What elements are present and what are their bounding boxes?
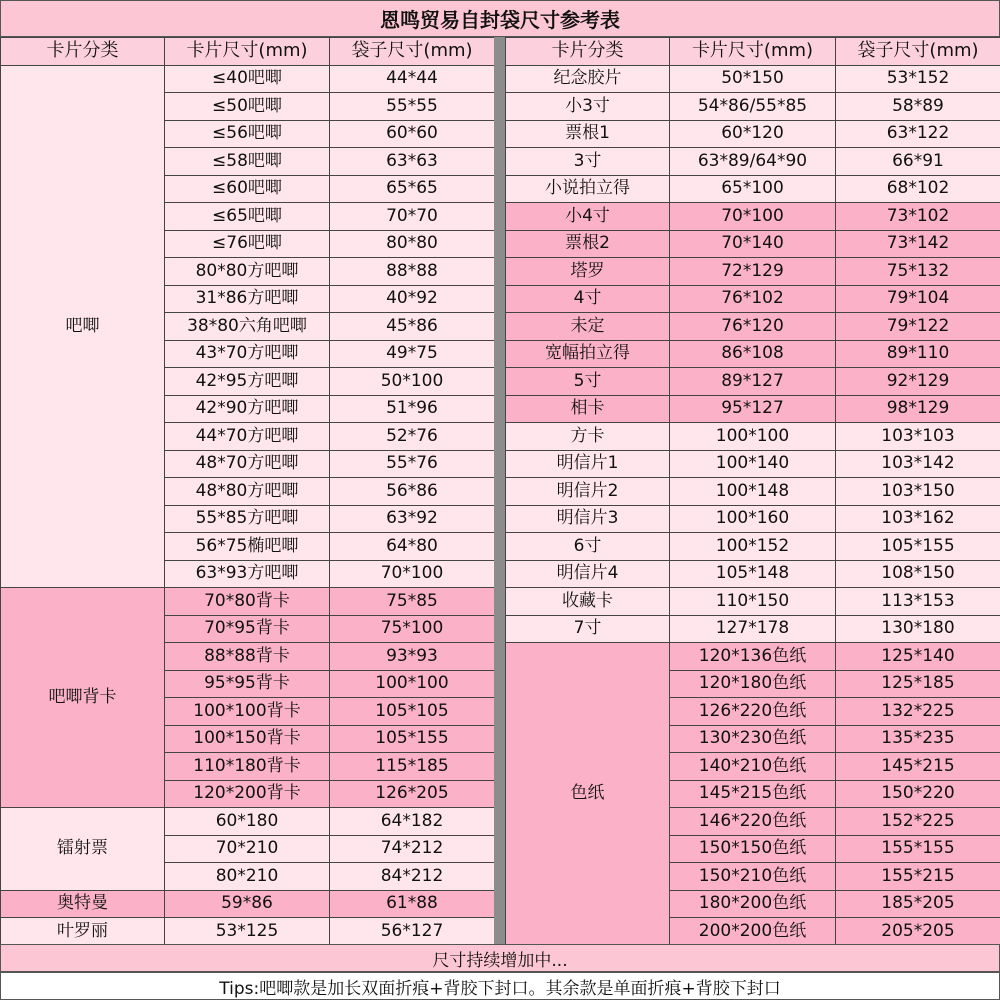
card-size-cell: 43*70方吧唧 [165,340,330,368]
bag-size-cell: 64*182 [330,808,495,836]
card-size-cell: 100*148 [670,478,836,506]
table-row [1,808,495,836]
bag-size-cell: 40*92 [330,285,495,313]
card-size-cell: 50*150 [670,65,836,93]
bag-size-cell: 103*142 [836,450,1000,478]
card-size-cell: ≤76吧唧 [165,230,330,258]
card-size-cell: 38*80六角吧唧 [165,313,330,341]
bag-size-cell: 60*60 [330,120,495,148]
bag-size-cell: 75*100 [330,615,495,643]
card-size-cell: 120*200背卡 [165,780,330,808]
card-size-cell: 63*93方吧唧 [165,560,330,588]
category-header: 卡片分类 [1,38,165,66]
bag-size-cell: 103*103 [836,423,1000,451]
category-cell: 塔罗 [506,258,670,286]
bag-size-cell: 92*129 [836,368,1000,396]
card-size-cell: 63*89/64*90 [670,148,836,176]
category-cell: 收藏卡 [506,588,670,616]
table-row [1,65,495,93]
bag-size-cell: 145*215 [836,753,1000,781]
category-cell: 6寸 [506,533,670,561]
card-size-cell: ≤56吧唧 [165,120,330,148]
category-cell: 票根1 [506,120,670,148]
bag-size-cell: 150*220 [836,780,1000,808]
table-row [506,313,1000,341]
column-divider [494,37,505,944]
card-size-cell: 110*150 [670,588,836,616]
bag-size-cell: 61*88 [330,890,495,918]
category-cell: 4寸 [506,285,670,313]
card-size-cell: 48*70方吧唧 [165,450,330,478]
category-cell: 明信片2 [506,478,670,506]
bag-size-cell: 75*85 [330,588,495,616]
card-size-cell: 60*120 [670,120,836,148]
card-size-cell: 44*70方吧唧 [165,423,330,451]
bag-size-cell: 70*70 [330,203,495,231]
category-cell: 小3寸 [506,93,670,121]
bag-size-cell: 74*212 [330,835,495,863]
table-row [506,93,1000,121]
bag-size-cell: 100*100 [330,670,495,698]
bag-size-cell: 79*104 [836,285,1000,313]
table-row [506,258,1000,286]
card-size-cell: 146*220色纸 [670,808,836,836]
card-size-cell: ≤58吧唧 [165,148,330,176]
card-size-cell: 120*136色纸 [670,643,836,671]
category-cell: 宽幅拍立得 [506,340,670,368]
card-size-cell: 59*86 [165,890,330,918]
card-size-cell: 76*102 [670,285,836,313]
card-size-cell: 42*95方吧唧 [165,368,330,396]
card-size-cell: 127*178 [670,615,836,643]
table-row [506,615,1000,643]
bag-size-cell: 73*102 [836,203,1000,231]
table-row [506,175,1000,203]
card-size-cell: 100*100 [670,423,836,451]
bag-size-cell: 73*142 [836,230,1000,258]
table-row [506,450,1000,478]
table-row [506,230,1000,258]
table-row [1,588,495,616]
bag-size-cell: 105*155 [330,725,495,753]
card-size-cell: 76*120 [670,313,836,341]
bag-size-cell: 45*86 [330,313,495,341]
card-size-header: 卡片尺寸(mm) [670,38,836,66]
card-size-cell: 180*200色纸 [670,890,836,918]
bag-size-cell: 68*102 [836,175,1000,203]
card-size-cell: 126*220色纸 [670,698,836,726]
card-size-cell: 100*140 [670,450,836,478]
card-size-cell: 70*210 [165,835,330,863]
bag-size-cell: 108*150 [836,560,1000,588]
bag-size-cell: 152*225 [836,808,1000,836]
bag-size-cell: 51*96 [330,395,495,423]
tips-note: Tips:吧唧款是加长双面折痕+背胶下封口。其余款是单面折痕+背胶下封口 [0,972,1000,1000]
category-cell: 票根2 [506,230,670,258]
table-row [506,478,1000,506]
card-size-cell: 60*180 [165,808,330,836]
category-cell: 5寸 [506,368,670,396]
card-size-cell: 55*85方吧唧 [165,505,330,533]
table-row [506,203,1000,231]
card-size-cell: 95*127 [670,395,836,423]
left-size-table [0,37,495,946]
card-size-cell: 56*75椭吧唧 [165,533,330,561]
bag-size-cell: 75*132 [836,258,1000,286]
bag-size-cell: 63*122 [836,120,1000,148]
bag-size-header: 袋子尺寸(mm) [836,38,1000,66]
table-row [1,918,495,946]
bag-size-cell: 52*76 [330,423,495,451]
category-cell: 色纸 [506,643,670,946]
card-size-cell: 145*215色纸 [670,780,836,808]
card-size-cell: 86*108 [670,340,836,368]
bag-size-cell: 66*91 [836,148,1000,176]
bag-size-cell: 113*153 [836,588,1000,616]
category-cell: 方卡 [506,423,670,451]
bag-size-cell: 93*93 [330,643,495,671]
bag-size-cell: 50*100 [330,368,495,396]
card-size-cell: 53*125 [165,918,330,946]
bag-size-cell: 55*55 [330,93,495,121]
bag-size-cell: 79*122 [836,313,1000,341]
table-row [506,395,1000,423]
card-size-cell: ≤50吧唧 [165,93,330,121]
bag-size-cell: 125*140 [836,643,1000,671]
category-cell: 明信片1 [506,450,670,478]
card-size-cell: 65*100 [670,175,836,203]
category-cell: 吧唧 [1,65,165,588]
card-size-cell: 31*86方吧唧 [165,285,330,313]
table-row [506,643,1000,671]
table-row [506,285,1000,313]
header-row [1,38,495,66]
bag-size-cell: 155*155 [836,835,1000,863]
bag-size-cell: 44*44 [330,65,495,93]
card-size-cell: 42*90方吧唧 [165,395,330,423]
table-row [506,148,1000,176]
card-size-header: 卡片尺寸(mm) [165,38,330,66]
bag-size-cell: 103*162 [836,505,1000,533]
card-size-cell: ≤65吧唧 [165,203,330,231]
card-size-cell: 120*180色纸 [670,670,836,698]
page-title: 恩鸣贸易自封袋尺寸参考表 [0,0,1000,37]
card-size-cell: ≤60吧唧 [165,175,330,203]
table-row [506,423,1000,451]
table-row [506,533,1000,561]
bag-size-cell: 53*152 [836,65,1000,93]
card-size-cell: 130*230色纸 [670,725,836,753]
bag-size-cell: 63*92 [330,505,495,533]
table-row [1,890,495,918]
bag-size-cell: 103*150 [836,478,1000,506]
bag-size-cell: 205*205 [836,918,1000,946]
bag-size-cell: 80*80 [330,230,495,258]
table-row [506,505,1000,533]
bag-size-cell: 130*180 [836,615,1000,643]
card-size-cell: 105*148 [670,560,836,588]
table-row [506,65,1000,93]
footer-note: 尺寸持续增加中... [0,944,1000,972]
bag-size-cell: 98*129 [836,395,1000,423]
bag-size-cell: 56*86 [330,478,495,506]
bag-size-cell: 105*105 [330,698,495,726]
bag-size-cell: 84*212 [330,863,495,891]
category-cell: 相卡 [506,395,670,423]
card-size-cell: 70*100 [670,203,836,231]
bag-size-cell: 105*155 [836,533,1000,561]
card-size-cell: 110*180背卡 [165,753,330,781]
card-size-cell: 150*210色纸 [670,863,836,891]
card-size-cell: 89*127 [670,368,836,396]
bag-size-cell: 89*110 [836,340,1000,368]
card-size-cell: 80*80方吧唧 [165,258,330,286]
bag-size-cell: 56*127 [330,918,495,946]
bag-size-cell: 65*65 [330,175,495,203]
card-size-cell: 95*95背卡 [165,670,330,698]
bag-size-cell: 155*215 [836,863,1000,891]
card-size-cell: 100*150背卡 [165,725,330,753]
category-cell: 小说拍立得 [506,175,670,203]
header-row [506,38,1000,66]
category-cell: 吧唧背卡 [1,588,165,808]
bag-size-cell: 135*235 [836,725,1000,753]
card-size-cell: 70*80背卡 [165,588,330,616]
category-cell: 未定 [506,313,670,341]
bag-size-cell: 55*76 [330,450,495,478]
bag-size-cell: 58*89 [836,93,1000,121]
right-size-table [505,37,1000,946]
category-cell: 叶罗丽 [1,918,165,946]
bag-size-cell: 70*100 [330,560,495,588]
card-size-cell: ≤40吧唧 [165,65,330,93]
bag-size-cell: 49*75 [330,340,495,368]
bag-size-cell: 125*185 [836,670,1000,698]
table-row [506,588,1000,616]
card-size-cell: 100*100背卡 [165,698,330,726]
bag-size-header: 袋子尺寸(mm) [330,38,495,66]
table-row [506,560,1000,588]
card-size-cell: 88*88背卡 [165,643,330,671]
table-row [506,120,1000,148]
card-size-cell: 140*210色纸 [670,753,836,781]
card-size-cell: 100*160 [670,505,836,533]
bag-size-cell: 126*205 [330,780,495,808]
card-size-cell: 70*140 [670,230,836,258]
category-cell: 明信片4 [506,560,670,588]
category-cell: 7寸 [506,615,670,643]
category-cell: 明信片3 [506,505,670,533]
category-cell: 镭射票 [1,808,165,891]
category-cell: 3寸 [506,148,670,176]
bag-size-cell: 88*88 [330,258,495,286]
card-size-cell: 54*86/55*85 [670,93,836,121]
card-size-cell: 150*150色纸 [670,835,836,863]
category-cell: 奥特曼 [1,890,165,918]
bag-size-cell: 64*80 [330,533,495,561]
bag-size-cell: 185*205 [836,890,1000,918]
bag-size-cell: 63*63 [330,148,495,176]
table-row [506,368,1000,396]
bag-size-cell: 115*185 [330,753,495,781]
card-size-cell: 70*95背卡 [165,615,330,643]
card-size-cell: 200*200色纸 [670,918,836,946]
category-cell: 小4寸 [506,203,670,231]
card-size-cell: 80*210 [165,863,330,891]
card-size-cell: 72*129 [670,258,836,286]
table-row [506,340,1000,368]
card-size-cell: 100*152 [670,533,836,561]
category-cell: 纪念胶片 [506,65,670,93]
card-size-cell: 48*80方吧唧 [165,478,330,506]
bag-size-cell: 132*225 [836,698,1000,726]
category-header: 卡片分类 [506,38,670,66]
